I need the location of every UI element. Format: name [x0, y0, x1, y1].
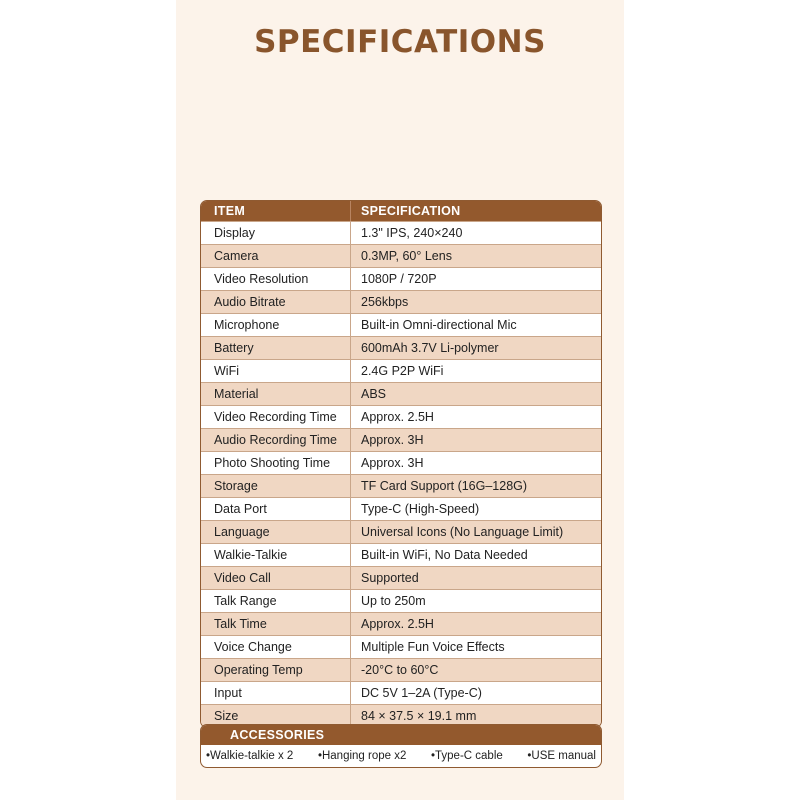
item-cell: Photo Shooting Time — [201, 452, 351, 474]
accessories-title: ACCESSORIES — [201, 725, 601, 745]
item-cell: Input — [201, 682, 351, 704]
item-cell: Walkie-Talkie — [201, 544, 351, 566]
item-cell: Audio Bitrate — [201, 291, 351, 313]
table-row — [201, 336, 601, 359]
accessories-box — [200, 724, 602, 768]
spec-cell: Approx. 2.5H — [361, 617, 434, 631]
item-cell: Talk Time — [201, 613, 351, 635]
spec-cell: TF Card Support (16G–128G) — [361, 479, 528, 493]
spec-cell: 600mAh 3.7V Li-polymer — [361, 341, 499, 355]
table-row — [201, 451, 601, 474]
table-row — [201, 290, 601, 313]
spec-cell: Approx. 3H — [361, 433, 424, 447]
accessory-item: •Walkie-talkie x 2 — [206, 750, 294, 762]
spec-cell: Supported — [361, 571, 419, 585]
spec-cell: ABS — [361, 387, 387, 401]
spec-table — [200, 200, 602, 728]
table-row — [201, 244, 601, 267]
item-cell: Storage — [201, 475, 351, 497]
item-cell: Video Call — [201, 567, 351, 589]
accessory-item: •USE manual — [527, 750, 596, 762]
spec-cell: Approx. 3H — [361, 456, 424, 470]
accessory-item: •Hanging rope x2 — [317, 750, 407, 762]
table-row — [201, 267, 601, 290]
table-row — [201, 543, 601, 566]
spec-cell: 0.3MP, 60° Lens — [361, 249, 452, 263]
spec-cell: Multiple Fun Voice Effects — [361, 640, 505, 654]
table-row — [201, 612, 601, 635]
item-cell: Video Resolution — [201, 268, 351, 290]
spec-cell: Approx. 2.5H — [361, 410, 434, 424]
spec-cell: -20°C to 60°C — [361, 663, 439, 677]
item-cell: Operating Temp — [201, 659, 351, 681]
spec-cell: Up to 250m — [361, 594, 426, 608]
table-row — [201, 382, 601, 405]
spec-cell: 256kbps — [361, 295, 409, 309]
table-row — [201, 428, 601, 451]
spec-cell: DC 5V 1–2A (Type-C) — [361, 686, 482, 700]
item-cell: Material — [201, 383, 351, 405]
item-cell: Camera — [201, 245, 351, 267]
spec-cell: Built-in WiFi, No Data Needed — [361, 548, 528, 562]
item-cell: Language — [201, 521, 351, 543]
item-cell: Battery — [201, 337, 351, 359]
item-cell: Display — [201, 222, 351, 244]
table-row — [201, 566, 601, 589]
table-row — [201, 221, 601, 244]
table-row — [201, 405, 601, 428]
item-cell: Audio Recording Time — [201, 429, 351, 451]
item-cell: Microphone — [201, 314, 351, 336]
spec-cell: 1080P / 720P — [361, 272, 437, 286]
spec-cell: Built-in Omni-directional Mic — [361, 318, 517, 332]
table-row — [201, 359, 601, 382]
item-cell: Data Port — [201, 498, 351, 520]
accessory-item: •Type-C cable — [431, 750, 503, 762]
table-row — [201, 635, 601, 658]
table-header-row — [201, 201, 601, 221]
table-row — [201, 474, 601, 497]
spec-cell: 1.3" IPS, 240×240 — [361, 226, 463, 240]
item-cell: Voice Change — [201, 636, 351, 658]
spec-cell: 84 × 37.5 × 19.1 mm — [361, 709, 477, 723]
page-title: SPECIFICATIONS — [254, 24, 546, 60]
column-header-specification: SPECIFICATION — [361, 204, 461, 218]
accessories-list — [201, 745, 601, 767]
item-cell: WiFi — [201, 360, 351, 382]
column-header-item: ITEM — [201, 201, 351, 221]
table-row — [201, 497, 601, 520]
item-cell: Talk Range — [201, 590, 351, 612]
spec-cell: 2.4G P2P WiFi — [361, 364, 444, 378]
spec-cell: Universal Icons (No Language Limit) — [361, 525, 564, 539]
table-row — [201, 681, 601, 704]
table-row — [201, 520, 601, 543]
item-cell: Video Recording Time — [201, 406, 351, 428]
table-row — [201, 589, 601, 612]
table-row — [201, 658, 601, 681]
item-cell: Size — [201, 705, 351, 727]
table-row — [201, 313, 601, 336]
spec-cell: Type-C (High-Speed) — [361, 502, 480, 516]
